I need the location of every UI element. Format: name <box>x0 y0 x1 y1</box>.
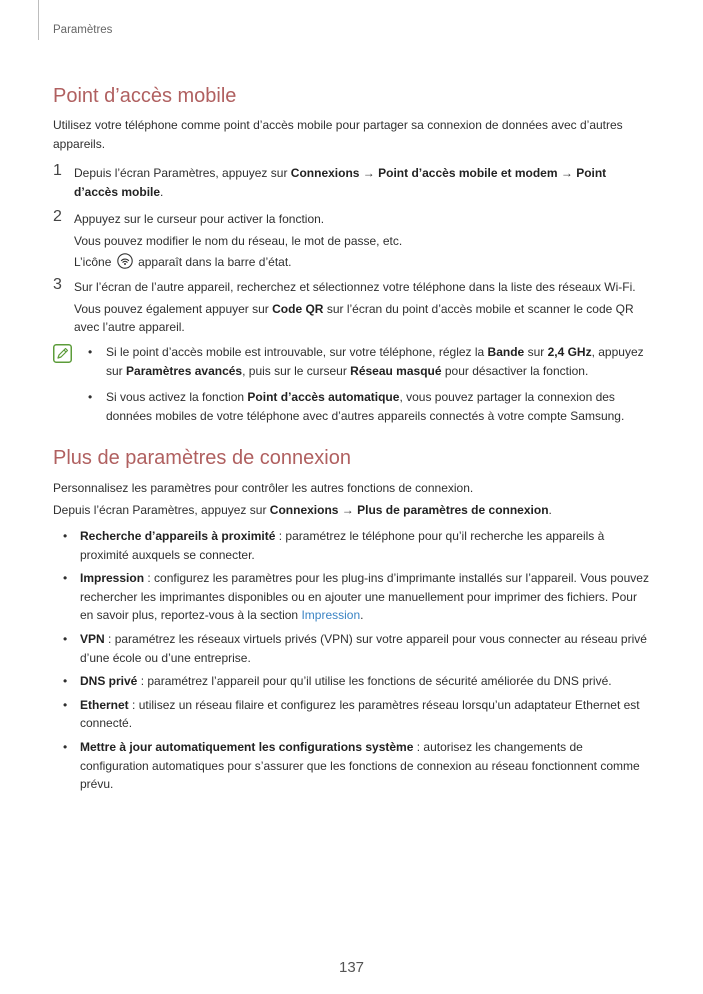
arrow-separator: → <box>557 166 577 180</box>
note-box <box>53 343 653 433</box>
term-auto-hotspot: Point d’accès automatique <box>247 390 400 405</box>
step-3 <box>53 278 653 340</box>
header-rule <box>38 0 39 40</box>
list-item: • DNS privé : paramétrez l’appareil pour qu’il utilise les fonctions de sécurité améliorée du DNS privé. <box>63 674 612 689</box>
step-text: Appuyez sur le curseur pour activer la fonction. <box>74 212 325 226</box>
step-text: apparaît dans la barre d’état. <box>138 255 292 270</box>
step-text: Depuis l’écran Paramètres, appuyez sur <box>74 166 291 180</box>
impression-link[interactable]: Impression <box>301 608 361 623</box>
step-1 <box>53 164 653 201</box>
term-bande: Bande <box>487 345 525 359</box>
arrow-separator: → <box>359 166 379 180</box>
step-text-icon-line <box>74 253 653 272</box>
step-text <box>74 300 653 337</box>
term-advanced-settings: Paramètres avancés <box>126 363 243 378</box>
hotspot-intro: Utilisez votre téléphone comme point d’accès mobile pour partager sa connexion de données avec d’autres appareils. <box>53 118 623 151</box>
pencil-note-icon <box>53 344 72 363</box>
list-item: • Recherche d’appareils à proximité : paramétrez le téléphone pour qu’il recherche les appareils à proximité auxquels se connecter. <box>63 529 605 562</box>
list-item: • Ethernet : utilisez un réseau filaire et configurez les paramètres réseau lorsqu’un adaptateur Ethernet est connecté. <box>63 697 640 731</box>
step-text: Vous pouvez également appuyer sur <box>74 301 273 316</box>
settings-list <box>63 527 653 799</box>
list-item: • Mettre à jour automatiquement les configurations système : autorisez les changements de configuration automatiques pour s’assurer que les fonctions de connexion au réseau fonctionnent comme prévu. <box>63 739 640 792</box>
menu-hotspot-modem: Point d’accès mobile et modem <box>378 166 558 180</box>
step-text: Vous pouvez modifier le nom du réseau, le mot de passe, etc. <box>74 233 403 248</box>
more-intro: Personnalisez les paramètres pour contrôler les autres fonctions de connexion. <box>53 481 474 495</box>
page-header: Paramètres <box>53 24 113 36</box>
punctuation: . <box>160 184 164 199</box>
more-path: Depuis l’écran Paramètres, appuyez sur Connexions → Plus de paramètres de connexion. <box>53 503 552 517</box>
step-text: L’icône <box>74 255 112 270</box>
section-title-more-settings: Plus de paramètres de connexion <box>53 447 351 469</box>
step-text: sur l’écran du point d’accès mobile et scanner le code QR avec l’autre appareil. <box>74 301 634 335</box>
term-band-value: 2,4 GHz <box>547 345 592 359</box>
menu-qr-code: Code QR <box>272 301 324 316</box>
hotspot-wifi-icon <box>117 253 133 269</box>
term-hidden-network: Réseau masqué <box>350 363 442 378</box>
step-text: Sur l’écran de l’autre appareil, recherchez et sélectionnez votre téléphone dans la liste des réseaux Wi-Fi. <box>74 280 636 294</box>
step-number: 3 <box>53 276 62 293</box>
list-item: • Impression : configurez les paramètres pour les plug-ins d’imprimante installés sur l’appareil. Vous pouvez rechercher les imprimantes disponibles ou en ajouter une manuellement pour imprimer des fichiers. Pour en savoir plus, reportez-vous à la section Impression. <box>63 571 649 623</box>
menu-connexions: Connexions <box>269 503 339 517</box>
step-number: 2 <box>53 208 62 225</box>
page-number: 137 <box>338 959 365 976</box>
step-number: 1 <box>53 162 62 179</box>
menu-connexions: Connexions <box>290 166 360 180</box>
step-2 <box>53 210 653 275</box>
menu-hotspot: Point d’accès mobile <box>74 166 607 199</box>
note-item: • Si vous activez la fonction Point d’accès automatique, vous pouvez partager la connexion des données mobiles de votre téléphone avec d’autres appareils connectés à votre compte Samsung. <box>88 390 625 423</box>
list-item: • VPN : paramétrez les réseaux virtuels privés (VPN) sur votre appareil pour vous connecter au réseau privé d’une école ou d’une entreprise. <box>63 631 647 665</box>
menu-more-settings: Plus de paramètres de connexion <box>357 503 549 517</box>
section-title-hotspot: Point d’accès mobile <box>53 85 237 107</box>
note-item: • Si le point d’accès mobile est introuvable, sur votre téléphone, réglez la Bande sur 2,4 GHz, appuyez sur Paramètres avancés, puis sur le curseur Réseau masqué pour désactiver la fonction. <box>88 345 644 378</box>
